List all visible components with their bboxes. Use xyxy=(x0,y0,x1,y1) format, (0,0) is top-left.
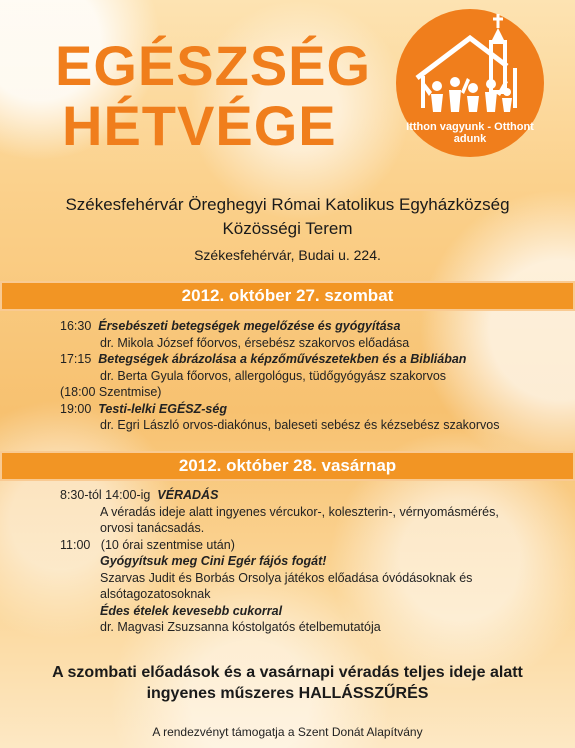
logo xyxy=(395,8,545,158)
closing-line-1: A szombati előadások és a vasárnapi véradás teljes ideje alatt xyxy=(52,664,523,681)
program-detail: orvosi tanácsadás. xyxy=(100,521,205,535)
program-title: VÉRADÁS xyxy=(157,488,219,502)
program-item xyxy=(60,351,560,368)
program-detail: dr. Magvasi Zsuzsanna kóstolgatós ételbemutatója xyxy=(100,620,381,634)
program-title: Testi-lelki EGÉSZ-ség xyxy=(98,401,227,416)
program-detail: dr. Berta Gyula főorvos, allergológus, tüdőgyógyász szakorvos xyxy=(100,368,447,383)
venue-line-2: Közösségi Terem xyxy=(222,219,353,238)
day1-header: 2012. október 27. szombat xyxy=(181,286,394,305)
program-title: Gyógyítsuk meg Cini Egér fájós fogát! xyxy=(100,554,327,568)
program-item xyxy=(60,487,560,504)
program-time: 17:15 xyxy=(60,352,92,366)
program-time: 19:00 xyxy=(60,401,92,416)
program-note: (18:00 Szentmise) xyxy=(60,385,162,399)
program-title: Érsebészeti betegségek megelőzése és gyógyítása xyxy=(98,319,401,333)
program-time: 8:30-tól 14:00-ig xyxy=(60,488,151,502)
title-line-1: EGÉSZSÉG xyxy=(55,34,372,97)
program-detail: alsótagozatosoknak xyxy=(100,587,211,601)
program-title: Édes ételek kevesebb cukorral xyxy=(100,603,283,618)
day2-header: 2012. október 28. vasárnap xyxy=(178,456,397,475)
program-item xyxy=(60,318,560,335)
day1-header-bar xyxy=(0,281,575,311)
day2-header-bar xyxy=(0,451,575,481)
program-time: 16:30 xyxy=(60,319,92,333)
title-line-2: HÉTVÉGE xyxy=(62,94,337,157)
program-time: 11:00 xyxy=(60,537,91,552)
program-title: Betegségek ábrázolása a képzőművészetekben és a Bibliában xyxy=(98,352,467,366)
day1-program xyxy=(60,318,560,434)
footer-sponsor: A rendezvényt támogatja a Szent Donát Alapítvány xyxy=(152,725,423,739)
program-detail: A véradás ideje alatt ingyenes vércukor-, koleszterin-, vérnyomásmérés, xyxy=(100,504,499,519)
program-detail: dr. Egri László orvos-diakónus, baleseti sebész és kézsebész szakorvos xyxy=(100,418,500,432)
program-detail: dr. Mikola József főorvos, érsebész szakorvos előadása xyxy=(100,335,410,350)
program-item xyxy=(60,537,560,554)
logo-slogan: Itthon vagyunk - Otthont adunk xyxy=(406,121,534,145)
venue-line-1: Székesfehérvár Öreghegyi Római Katolikus Egyházközség xyxy=(65,195,510,214)
program-detail: Szarvas Judit és Borbás Orsolya játékos előadása óvódásoknak és xyxy=(100,570,473,585)
venue-address: Székesfehérvár, Budai u. 224. xyxy=(194,247,381,263)
program-note: (10 órai szentmise után) xyxy=(100,537,235,552)
closing-line-2: ingyenes műszeres HALLÁSSZŰRÉS xyxy=(146,685,429,702)
day2-program xyxy=(60,487,560,636)
program-item xyxy=(60,401,560,418)
